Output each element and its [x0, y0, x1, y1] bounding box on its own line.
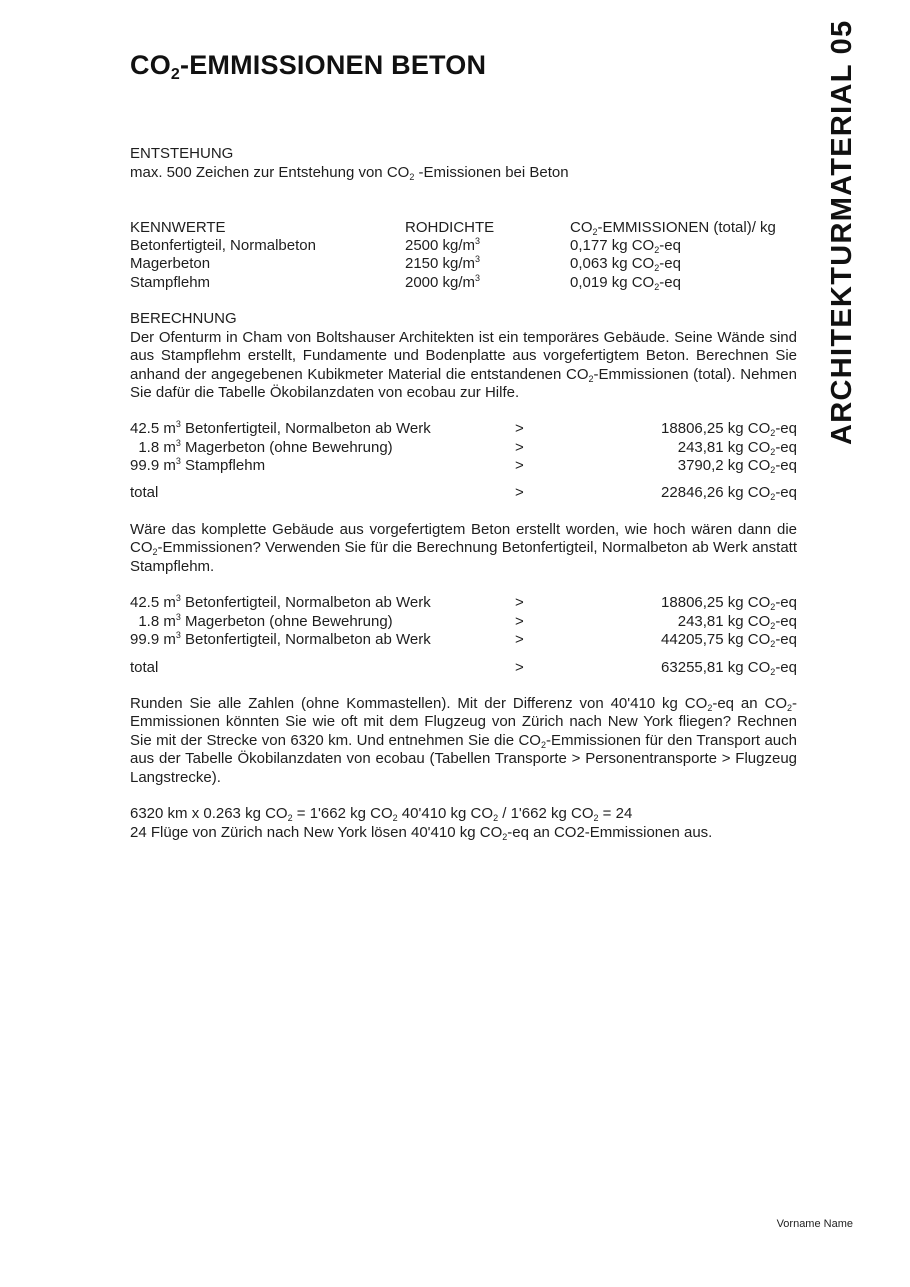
table-cell-emission: 0,019 kg $CO_2-eq$	[570, 274, 681, 292]
calc-row-label: 1.8 $m^3$ Magerbeton (ohne Bewehrung)	[130, 612, 393, 630]
calc-row-label: 99.9 $m^3$ Stampflehm	[130, 456, 266, 474]
section-heading-entstehung: ENTSTEHUNG	[130, 145, 234, 162]
calc-arrow: >	[515, 631, 524, 648]
table-cell-emission: 0,177 kg $CO_2-eq$	[570, 237, 681, 255]
calc-amount: 243,81 kg $CO_2-eq$	[677, 439, 797, 457]
calc-arrow: >	[515, 457, 524, 474]
calc-arrow: >	[515, 659, 524, 676]
calc-amount: 18806,25 kg $CO_2-eq$	[661, 420, 797, 438]
calc-arrow: >	[515, 594, 524, 611]
calc-arrow: >	[515, 439, 524, 456]
page-title: $CO_2$-EMMISSIONEN BETON	[130, 50, 487, 83]
calc-amount: 243,81 kg $CO_2-eq$	[677, 613, 797, 631]
section-heading-berechnung: BERECHNUNG	[130, 310, 237, 327]
calc-total-label: total	[130, 659, 159, 676]
table-cell-name: Betonfertigteil, Normalbeton	[130, 237, 316, 254]
question-2: Wäre das komplette Gebäude aus vorgefertigtem Beton erstellt worden, wie hoch wären dann die $CO_2$-Emmissionen? Verwenden Sie für die Berechnung Betonfertigteil, Normalbeton ab Werk anstatt Stampflehm.	[130, 521, 797, 575]
calc-amount: 3790,2 kg $CO_2-eq$	[677, 457, 797, 475]
table-cell-name: Stampflehm	[130, 274, 211, 291]
calc-amount: 18806,25 kg $CO_2-eq$	[661, 594, 797, 612]
calc-arrow: >	[515, 613, 524, 630]
col-header-rohdichte: ROHDICHTE	[405, 219, 495, 236]
calc-total-amount: 22846,26 kg $CO_2-eq$	[661, 484, 797, 502]
calc-amount: 44205,75 kg $CO_2-eq$	[661, 631, 797, 649]
calc-total-amount: 63255,81 kg $CO_2-eq$	[661, 659, 797, 677]
col-header-kennwerte: KENNWERTE	[130, 219, 226, 236]
table-cell-density: 2150 $kg/m^3$	[405, 254, 481, 272]
calc-arrow: >	[515, 484, 524, 501]
side-title: ARCHITEKTURMATERIAL 05	[826, 19, 858, 445]
berechnung-intro: Der Ofenturm in Cham von Boltshauser Architekten ist ein temporäres Gebäude. Seine Wände sind aus Stampflehm erstellt, Fundamente und Bodenplatte aus vorgefertigtem Beton. Berechnen Sie anhand der angegebenen Kubikmeter Material die entstandenen $CO_2$-Emmissionen (total). Nehmen Sie dafür die Tabelle Ökobilanzdaten von ecobau zur Hilfe.	[130, 329, 797, 402]
calc-row-label: 42.5 $m^3$ Betonfertigteil, Normalbeton ab Werk	[130, 593, 431, 611]
answer-line-1: 6320 km x 0.263 kg $CO_2 = 1'662$ kg $CO_2$ 40'410 kg $CO_2 / 1'662$ kg $CO_2 = 24$	[130, 805, 633, 823]
calc-total-label: total	[130, 484, 159, 501]
calc-row-label: 99.9 $m^3$ Betonfertigteil, Normalbeton ab Werk	[130, 630, 431, 648]
table-cell-name: Magerbeton	[130, 255, 211, 272]
question-3: Runden Sie alle Zahlen (ohne Kommastellen). Mit der Differenz von 40'410 kg $CO_2-eq$ an $CO_2$-Emmissionen könnten Sie wie oft mit dem Flugzeug von Zürich nach New York fliegen? Rechnen Sie mit der Strecke von 6320 km. Und entnehmen Sie die $CO_2$-Emmissionen für den Transport auch aus der Tabelle Ökobilanzdaten von ecobau (Tabellen Transporte > Personentransporte > Flugzeug Langstrecke).	[130, 695, 798, 786]
entstehung-text: max. 500 Zeichen zur Entstehung von $CO_2$ -Emissionen bei Beton	[130, 164, 569, 182]
table-cell-density: 2500 $kg/m^3$	[405, 236, 481, 254]
calc-arrow: >	[515, 420, 524, 437]
col-header-emissionen: $CO_2$-EMMISSIONEN (total)/ kg	[570, 219, 776, 237]
calc-row-label: 42.5 $m^3$ Betonfertigteil, Normalbeton ab Werk	[130, 419, 431, 437]
table-cell-density: 2000 $kg/m^3$	[405, 273, 481, 291]
footer-name: Vorname Name	[776, 1218, 853, 1230]
calc-row-label: 1.8 $m^3$ Magerbeton (ohne Bewehrung)	[130, 438, 393, 456]
answer-line-2: 24 Flüge von Zürich nach New York lösen 40'410 kg $CO_2-eq$ an CO2-Emmissionen aus.	[130, 824, 713, 842]
table-cell-emission: 0,063 kg $CO_2-eq$	[570, 255, 681, 273]
